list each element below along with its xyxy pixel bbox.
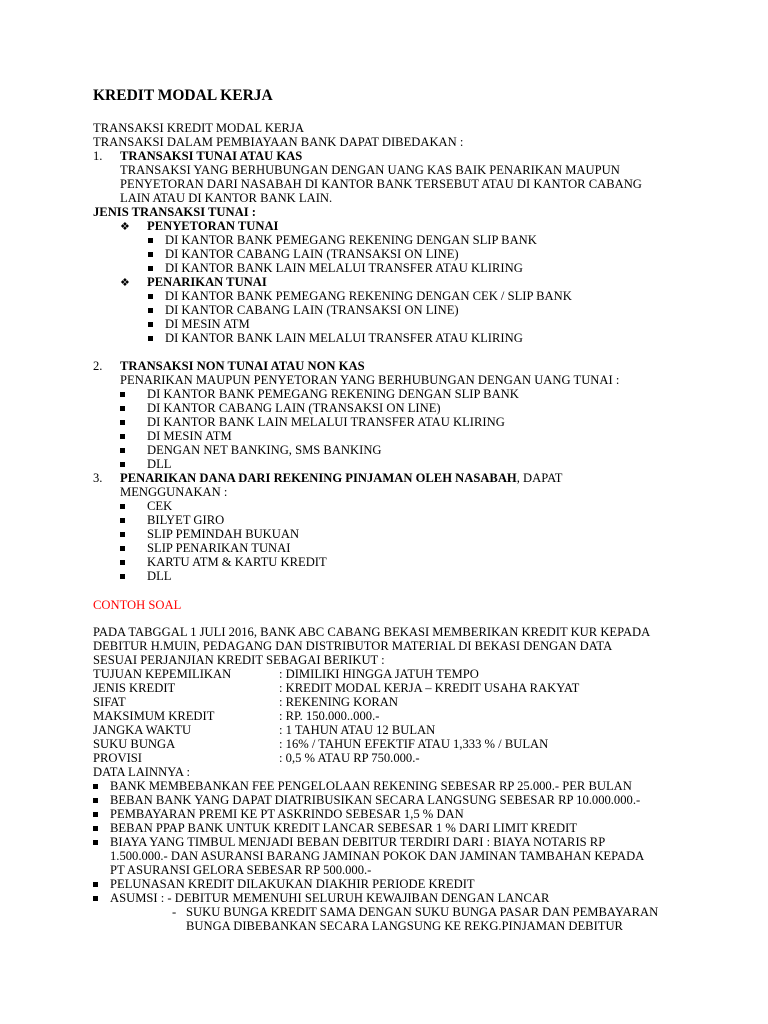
term-key: TUJUAN KEPEMILIKAN	[93, 667, 232, 681]
contoh-soal-label: CONTOH SOAL	[93, 598, 182, 612]
contoh-para-2: DEBITUR H.MUIN, PEDAGANG DAN DISTRIBUTOR MATERIAL DI BEKASI DENGAN DATA	[93, 639, 613, 653]
section1-desc-2: PENYETORAN DARI NASABAH DI KANTOR BANK TERSEBUT ATAU DI KANTOR CABANG	[120, 177, 642, 191]
term-value: : KREDIT MODAL KERJA – KREDIT USAHA RAKYAT	[279, 681, 580, 695]
dash-bullet-icon: -	[172, 905, 177, 919]
term-key: PROVISI	[93, 751, 142, 765]
section2-desc: PENARIKAN MAUPUN PENYETORAN YANG BERHUBUNGAN DENGAN UANG TUNAI :	[120, 373, 620, 387]
square-bullet-icon	[93, 891, 98, 905]
section2-item: DENGAN NET BANKING, SMS BANKING	[147, 443, 382, 457]
contoh-para-1: PADA TABGGAL 1 JULI 2016, BANK ABC CABANG BEKASI MEMBERIKAN KREDIT KUR KEPADA	[93, 625, 651, 639]
section3-item: SLIP PENARIKAN TUNAI	[147, 541, 291, 555]
term-key: SIFAT	[93, 695, 126, 709]
section1-number: 1.	[93, 149, 103, 163]
section3-line2: MENGGUNAKAN :	[120, 485, 228, 499]
section2-item: DLL	[147, 457, 172, 471]
square-bullet-icon	[148, 261, 153, 275]
data-lainnya-heading: DATA LAINNYA :	[93, 765, 190, 779]
term-key: SUKU BUNGA	[93, 737, 176, 751]
section2-item: DI MESIN ATM	[147, 429, 232, 443]
penarikan-item: DI KANTOR BANK PEMEGANG REKENING DENGAN CEK / SLIP BANK	[165, 289, 572, 303]
term-value: : REKENING KORAN	[279, 695, 398, 709]
page-title: KREDIT MODAL KERJA	[93, 87, 273, 104]
term-value: : 0,5 % ATAU RP 750.000.-	[279, 751, 420, 765]
section3-item: BILYET GIRO	[147, 513, 225, 527]
penyetoran-item: DI KANTOR BANK PEMEGANG REKENING DENGAN SLIP BANK	[165, 233, 537, 247]
square-bullet-icon	[120, 429, 125, 443]
section3-item: DLL	[147, 569, 172, 583]
section3-heading: PENARIKAN DANA DARI REKENING PINJAMAN OLEH NASABAH	[120, 471, 517, 485]
square-bullet-icon	[120, 457, 125, 471]
penarikan-label: PENARIKAN TUNAI	[147, 275, 267, 289]
diamond-bullet-icon: ❖	[120, 277, 130, 289]
biaya-line-3: PT ASURANSI GELORA SEBESAR RP 500.000.-	[110, 863, 372, 877]
square-bullet-icon	[120, 415, 125, 429]
asumsi-line-2: BUNGA DIBEBANKAN SECARA LANGSUNG KE REKG.PINJAMAN DEBITUR	[186, 919, 623, 933]
square-bullet-icon	[148, 317, 153, 331]
square-bullet-icon	[120, 527, 125, 541]
section1-desc-3: LAIN ATAU DI KANTOR BANK LAIN.	[120, 191, 333, 205]
penarikan-item: DI KANTOR CABANG LAIN (TRANSAKSI ON LINE)	[165, 303, 459, 317]
pelunasan-item: PELUNASAN KREDIT DILAKUKAN DIAKHIR PERIODE KREDIT	[110, 877, 475, 891]
section2-item: DI KANTOR BANK LAIN MELALUI TRANSFER ATAU KLIRING	[147, 415, 505, 429]
biaya-line-2: 1.500.000.- DAN ASURANSI BARANG JAMINAN POKOK DAN JAMINAN TAMBAHAN KEPADA	[110, 849, 645, 863]
section2-item: DI KANTOR BANK PEMEGANG REKENING DENGAN SLIP BANK	[147, 387, 519, 401]
penarikan-item: DI KANTOR BANK LAIN MELALUI TRANSFER ATAU KLIRING	[165, 331, 523, 345]
intro-line-2: TRANSAKSI DALAM PEMBIAYAAN BANK DAPAT DIBEDAKAN :	[93, 135, 464, 149]
square-bullet-icon	[120, 499, 125, 513]
square-bullet-icon	[120, 569, 125, 583]
section3-item: KARTU ATM & KARTU KREDIT	[147, 555, 327, 569]
square-bullet-icon	[148, 247, 153, 261]
other-item: PEMBAYARAN PREMI KE PT ASKRINDO SEBESAR 1,5 % DAN	[110, 807, 464, 821]
other-item: BEBAN BANK YANG DAPAT DIATRIBUSIKAN SECARA LANGSUNG SEBESAR RP 10.000.000.-	[110, 793, 641, 807]
other-item: BANK MEMBEBANKAN FEE PENGELOLAAN REKENING SEBESAR RP 25.000.- PER BULAN	[110, 779, 632, 793]
contoh-para-3: SESUAI PERJANJIAN KREDIT SEBAGAI BERIKUT :	[93, 653, 385, 667]
square-bullet-icon	[120, 513, 125, 527]
penyetoran-item: DI KANTOR CABANG LAIN (TRANSAKSI ON LINE)	[165, 247, 459, 261]
square-bullet-icon	[148, 331, 153, 345]
square-bullet-icon	[120, 401, 125, 415]
penarikan-item: DI MESIN ATM	[165, 317, 250, 331]
square-bullet-icon	[93, 793, 98, 807]
section3-item: SLIP PEMINDAH BUKUAN	[147, 527, 300, 541]
square-bullet-icon	[120, 387, 125, 401]
section3-number: 3.	[93, 471, 103, 485]
section2-number: 2.	[93, 359, 103, 373]
square-bullet-icon	[148, 233, 153, 247]
section1-desc-1: TRANSAKSI YANG BERHUBUNGAN DENGAN UANG KAS BAIK PENARIKAN MAUPUN	[120, 163, 620, 177]
term-key: JANGKA WAKTU	[93, 723, 192, 737]
term-key: MAKSIMUM KREDIT	[93, 709, 215, 723]
term-value: : 16% / TAHUN EFEKTIF ATAU 1,333 % / BULAN	[279, 737, 549, 751]
term-value: : 1 TAHUN ATAU 12 BULAN	[279, 723, 436, 737]
section2-item: DI KANTOR CABANG LAIN (TRANSAKSI ON LINE)	[147, 401, 441, 415]
section3-item: CEK	[147, 499, 173, 513]
section3-heading-line	[120, 471, 562, 485]
square-bullet-icon	[93, 821, 98, 835]
term-value: : DIMILIKI HINGGA JATUH TEMPO	[279, 667, 479, 681]
other-item: BEBAN PPAP BANK UNTUK KREDIT LANCAR SEBESAR 1 % DARI LIMIT KREDIT	[110, 821, 578, 835]
square-bullet-icon	[148, 289, 153, 303]
asumsi-item: ASUMSI : - DEBITUR MEMENUHI SELURUH KEWAJIBAN DENGAN LANCAR	[110, 891, 550, 905]
jenis-transaksi-heading: JENIS TRANSAKSI TUNAI :	[93, 205, 256, 219]
asumsi-line-1: SUKU BUNGA KREDIT SAMA DENGAN SUKU BUNGA PASAR DAN PEMBAYARAN	[186, 905, 659, 919]
section3-heading-tail: , DAPAT	[516, 471, 563, 485]
square-bullet-icon	[148, 303, 153, 317]
penyetoran-label: PENYETORAN TUNAI	[147, 219, 279, 233]
square-bullet-icon	[120, 541, 125, 555]
square-bullet-icon	[120, 555, 125, 569]
section2-heading: TRANSAKSI NON TUNAI ATAU NON KAS	[120, 359, 365, 373]
term-key: JENIS KREDIT	[93, 681, 176, 695]
penyetoran-item: DI KANTOR BANK LAIN MELALUI TRANSFER ATAU KLIRING	[165, 261, 523, 275]
square-bullet-icon	[93, 807, 98, 821]
square-bullet-icon	[93, 877, 98, 891]
biaya-line-1: BIAYA YANG TIMBUL MENJADI BEBAN DEBITUR TERDIRI DARI : BIAYA NOTARIS RP	[110, 835, 606, 849]
square-bullet-icon	[93, 835, 98, 849]
term-value: : RP. 150.000..000.-	[279, 709, 380, 723]
section1-heading: TRANSAKSI TUNAI ATAU KAS	[120, 149, 303, 163]
intro-line-1: TRANSAKSI KREDIT MODAL KERJA	[93, 121, 304, 135]
diamond-bullet-icon: ❖	[120, 221, 130, 233]
square-bullet-icon	[120, 443, 125, 457]
square-bullet-icon	[93, 779, 98, 793]
